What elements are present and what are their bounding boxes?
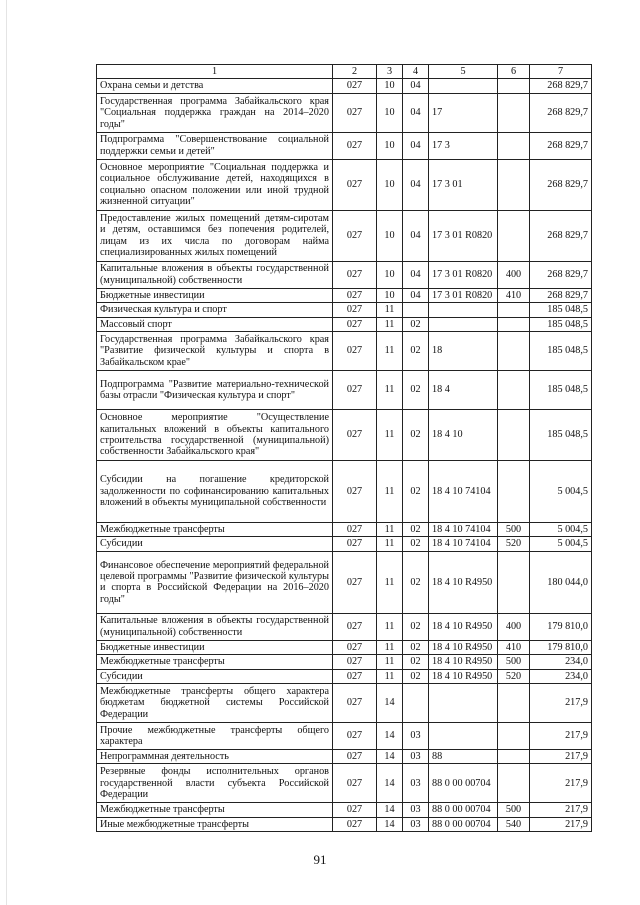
table-row [97,332,592,371]
row-gr-cell: 027 [333,750,377,764]
table-row [97,410,592,461]
row-pr-cell: 04 [403,261,429,288]
table-row [97,817,592,831]
row-rz-cell: 11 [377,332,403,371]
table-row [97,613,592,640]
row-gr-cell: 027 [333,655,377,669]
row-sum-cell: 217,9 [530,723,592,750]
row-sum-cell: 268 829,7 [530,261,592,288]
row-sum-cell: 185 048,5 [530,371,592,410]
row-rz-cell: 10 [377,159,403,210]
row-gr-cell: 027 [333,371,377,410]
row-gr-cell: 027 [333,684,377,723]
table-row [97,288,592,302]
row-sum-cell: 179 810,0 [530,640,592,654]
row-vr-cell: 500 [498,803,530,817]
row-csr-cell: 88 0 00 00704 [429,764,498,803]
row-name-cell: Финансовое обеспечение мероприятий федеральной целевой программы "Развитие физической культуры и спорта в Российской Федерации на 2016–2020 годы" [97,551,333,613]
row-csr-cell: 17 [429,93,498,132]
row-name-cell: Государственная программа Забайкальского края "Социальная поддержка граждан на 2014–2020 годы" [97,93,333,132]
row-vr-cell [498,317,530,331]
row-rz-cell: 11 [377,655,403,669]
row-rz-cell: 11 [377,551,403,613]
row-csr-cell: 18 4 10 R4950 [429,551,498,613]
row-vr-cell [498,551,530,613]
row-rz-cell: 11 [377,303,403,317]
row-sum-cell: 217,9 [530,764,592,803]
row-csr-cell: 18 4 [429,371,498,410]
row-vr-cell [498,93,530,132]
row-csr-cell: 88 0 00 00704 [429,817,498,831]
row-name-cell: Прочие межбюджетные трансферты общего характера [97,723,333,750]
row-rz-cell: 11 [377,613,403,640]
header-cell: 5 [429,65,498,79]
table-row [97,551,592,613]
row-sum-cell: 179 810,0 [530,613,592,640]
row-rz-cell: 14 [377,723,403,750]
row-gr-cell: 027 [333,817,377,831]
row-vr-cell: 540 [498,817,530,831]
row-sum-cell: 5 004,5 [530,461,592,523]
header-cell: 4 [403,65,429,79]
row-pr-cell: 02 [403,537,429,551]
row-vr-cell: 400 [498,261,530,288]
row-gr-cell: 027 [333,79,377,93]
row-name-cell: Подпрограмма "Совершенствование социальной поддержки семьи и детей" [97,132,333,159]
row-csr-cell [429,684,498,723]
row-name-cell: Предоставление жилых помещений детям-сиротам и детям, оставшимся без попечения родителей, лицам из их числа по договорам найма специализированных жилых помещений [97,210,333,261]
row-gr-cell: 027 [333,764,377,803]
table-row [97,261,592,288]
row-gr-cell: 027 [333,332,377,371]
row-vr-cell [498,159,530,210]
row-csr-cell [429,303,498,317]
row-csr-cell: 88 [429,750,498,764]
header-cell: 1 [97,65,333,79]
row-csr-cell: 18 4 10 74104 [429,523,498,537]
row-csr-cell: 18 4 10 74104 [429,537,498,551]
row-gr-cell: 027 [333,261,377,288]
table-row [97,764,592,803]
row-csr-cell: 18 4 10 R4950 [429,640,498,654]
row-name-cell: Капитальные вложения в объекты государственной (муниципальной) собственности [97,261,333,288]
row-sum-cell: 185 048,5 [530,332,592,371]
row-vr-cell [498,79,530,93]
row-gr-cell: 027 [333,640,377,654]
row-pr-cell: 02 [403,461,429,523]
table-row [97,132,592,159]
row-sum-cell: 217,9 [530,817,592,831]
row-vr-cell: 500 [498,523,530,537]
row-pr-cell: 03 [403,750,429,764]
row-gr-cell: 027 [333,317,377,331]
row-sum-cell: 268 829,7 [530,288,592,302]
row-gr-cell: 027 [333,803,377,817]
row-csr-cell: 17 3 01 R0820 [429,210,498,261]
row-pr-cell: 04 [403,210,429,261]
row-pr-cell: 02 [403,640,429,654]
table-row [97,93,592,132]
row-vr-cell: 520 [498,669,530,683]
row-vr-cell: 400 [498,613,530,640]
row-name-cell: Резервные фонды исполнительных органов государственной власти субъекта Российской Федерации [97,764,333,803]
row-rz-cell: 11 [377,669,403,683]
row-sum-cell: 217,9 [530,684,592,723]
row-vr-cell [498,750,530,764]
row-name-cell: Охрана семьи и детства [97,79,333,93]
row-csr-cell: 18 4 10 R4950 [429,655,498,669]
row-pr-cell: 03 [403,817,429,831]
row-pr-cell [403,303,429,317]
header-cell: 2 [333,65,377,79]
row-sum-cell: 180 044,0 [530,551,592,613]
table-row [97,79,592,93]
row-csr-cell: 18 4 10 74104 [429,461,498,523]
row-sum-cell: 234,0 [530,669,592,683]
row-pr-cell: 03 [403,764,429,803]
row-name-cell: Массовый спорт [97,317,333,331]
row-vr-cell [498,371,530,410]
row-sum-cell: 217,9 [530,803,592,817]
row-vr-cell [498,332,530,371]
table-header-row [97,65,592,79]
row-name-cell: Субсидии на погашение кредиторской задолженности по софинансированию капитальных вложений в объекты муниципальной собственности [97,461,333,523]
row-csr-cell: 18 4 10 [429,410,498,461]
table-row [97,537,592,551]
budget-table [96,64,592,832]
table-row [97,640,592,654]
row-vr-cell [498,410,530,461]
row-vr-cell: 410 [498,640,530,654]
row-rz-cell: 14 [377,764,403,803]
row-sum-cell: 185 048,5 [530,303,592,317]
row-pr-cell: 04 [403,79,429,93]
row-vr-cell: 500 [498,655,530,669]
row-csr-cell: 88 0 00 00704 [429,803,498,817]
row-gr-cell: 027 [333,523,377,537]
row-name-cell: Межбюджетные трансферты [97,803,333,817]
table-row [97,461,592,523]
row-pr-cell: 02 [403,655,429,669]
row-rz-cell: 11 [377,640,403,654]
row-pr-cell: 03 [403,803,429,817]
row-sum-cell: 268 829,7 [530,132,592,159]
row-name-cell: Межбюджетные трансферты общего характера бюджетам бюджетной системы Российской Федерации [97,684,333,723]
row-name-cell: Субсидии [97,537,333,551]
row-gr-cell: 027 [333,723,377,750]
table-row [97,669,592,683]
row-sum-cell: 268 829,7 [530,93,592,132]
table-row [97,210,592,261]
row-gr-cell: 027 [333,551,377,613]
row-sum-cell: 5 004,5 [530,523,592,537]
row-vr-cell [498,461,530,523]
row-gr-cell: 027 [333,669,377,683]
row-pr-cell: 02 [403,410,429,461]
row-rz-cell: 14 [377,803,403,817]
row-sum-cell: 217,9 [530,750,592,764]
row-gr-cell: 027 [333,288,377,302]
row-name-cell: Бюджетные инвестиции [97,288,333,302]
row-name-cell: Физическая культура и спорт [97,303,333,317]
row-csr-cell: 17 3 01 R0820 [429,261,498,288]
row-vr-cell [498,764,530,803]
header-cell: 7 [530,65,592,79]
table-row [97,684,592,723]
row-pr-cell [403,684,429,723]
row-csr-cell [429,79,498,93]
row-vr-cell [498,684,530,723]
row-pr-cell: 02 [403,523,429,537]
row-rz-cell: 11 [377,371,403,410]
row-sum-cell: 268 829,7 [530,210,592,261]
row-gr-cell: 027 [333,410,377,461]
row-sum-cell: 234,0 [530,655,592,669]
row-name-cell: Подпрограмма "Развитие материально-технической базы отрасли "Физическая культура и спорт" [97,371,333,410]
row-gr-cell: 027 [333,93,377,132]
row-sum-cell: 185 048,5 [530,410,592,461]
row-gr-cell: 027 [333,613,377,640]
row-pr-cell: 02 [403,317,429,331]
row-sum-cell: 268 829,7 [530,159,592,210]
row-csr-cell [429,723,498,750]
row-name-cell: Основное мероприятие "Осуществление капитальных вложений в объекты капитального строительства государственной (муниципальной) собственности Забайкальского края" [97,410,333,461]
row-rz-cell: 14 [377,684,403,723]
row-name-cell: Межбюджетные трансферты [97,523,333,537]
row-vr-cell [498,303,530,317]
row-rz-cell: 14 [377,817,403,831]
budget-table-body [97,65,592,832]
row-pr-cell: 03 [403,723,429,750]
row-rz-cell: 10 [377,93,403,132]
row-csr-cell [429,317,498,331]
row-name-cell: Субсидии [97,669,333,683]
page-edge [6,0,7,905]
row-name-cell: Межбюджетные трансферты [97,655,333,669]
row-pr-cell: 02 [403,371,429,410]
row-pr-cell: 02 [403,669,429,683]
row-csr-cell: 17 3 01 R0820 [429,288,498,302]
table-row [97,317,592,331]
row-vr-cell: 520 [498,537,530,551]
row-sum-cell: 185 048,5 [530,317,592,331]
page-number: 91 [313,852,327,867]
row-sum-cell: 5 004,5 [530,537,592,551]
table-row [97,655,592,669]
table-row [97,523,592,537]
row-pr-cell: 04 [403,159,429,210]
row-gr-cell: 027 [333,132,377,159]
row-name-cell: Капитальные вложения в объекты государственной (муниципальной) собственности [97,613,333,640]
row-vr-cell: 410 [498,288,530,302]
row-rz-cell: 14 [377,750,403,764]
row-rz-cell: 10 [377,261,403,288]
row-csr-cell: 18 4 10 R4950 [429,669,498,683]
row-rz-cell: 10 [377,79,403,93]
header-cell: 3 [377,65,403,79]
table-row [97,750,592,764]
table-row [97,803,592,817]
table-row [97,303,592,317]
row-csr-cell: 17 3 01 [429,159,498,210]
row-rz-cell: 11 [377,537,403,551]
row-gr-cell: 027 [333,159,377,210]
row-sum-cell: 268 829,7 [530,79,592,93]
row-rz-cell: 11 [377,317,403,331]
row-vr-cell [498,210,530,261]
row-name-cell: Иные межбюджетные трансферты [97,817,333,831]
row-gr-cell: 027 [333,461,377,523]
row-name-cell: Непрограммная деятельность [97,750,333,764]
row-vr-cell [498,723,530,750]
row-rz-cell: 10 [377,288,403,302]
row-pr-cell: 02 [403,332,429,371]
row-rz-cell: 10 [377,210,403,261]
row-csr-cell: 18 4 10 R4950 [429,613,498,640]
row-gr-cell: 027 [333,303,377,317]
row-vr-cell [498,132,530,159]
row-pr-cell: 04 [403,93,429,132]
header-cell: 6 [498,65,530,79]
table-row [97,159,592,210]
row-rz-cell: 11 [377,461,403,523]
table-row [97,371,592,410]
row-pr-cell: 02 [403,551,429,613]
row-rz-cell: 11 [377,523,403,537]
row-rz-cell: 11 [377,410,403,461]
row-csr-cell: 17 3 [429,132,498,159]
row-pr-cell: 04 [403,288,429,302]
row-name-cell: Государственная программа Забайкальского края "Развитие физической культуры и спорта в Забайкальском крае" [97,332,333,371]
row-pr-cell: 02 [403,613,429,640]
row-name-cell: Основное мероприятие "Социальная поддержка и социальное обслуживание детей, находящихся в социально опасном положении или иной трудной жизненной ситуации" [97,159,333,210]
row-rz-cell: 10 [377,132,403,159]
row-name-cell: Бюджетные инвестиции [97,640,333,654]
row-gr-cell: 027 [333,537,377,551]
table-row [97,723,592,750]
row-pr-cell: 04 [403,132,429,159]
row-csr-cell: 18 [429,332,498,371]
row-gr-cell: 027 [333,210,377,261]
